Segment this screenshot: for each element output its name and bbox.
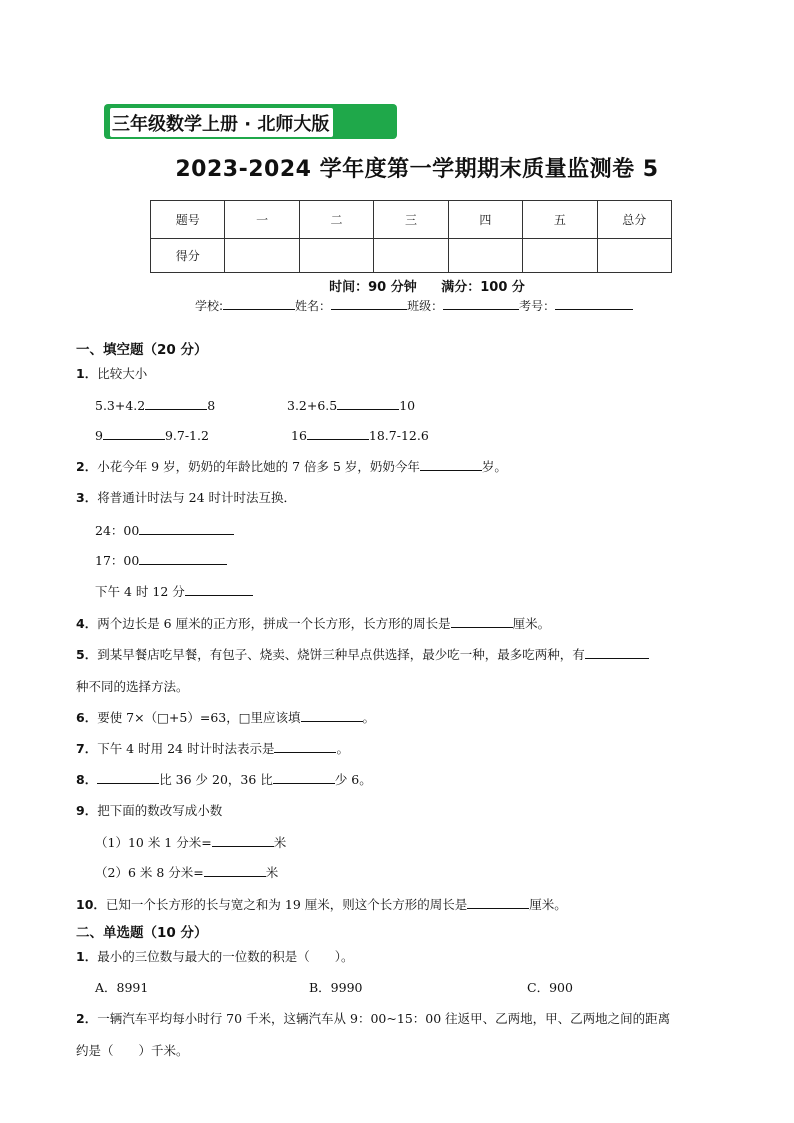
question-2: 2．小花今年 9 岁，奶奶的年龄比她的 7 倍多 5 岁，奶奶今年 岁。 — [76, 459, 507, 474]
answer-blank[interactable] — [467, 896, 529, 909]
s2-question-2: 2．一辆汽车平均每小时行 70 千米，这辆汽车从 9：00~15：00 往返甲、乙两地，甲、乙两地之间的距离 — [76, 1011, 671, 1026]
score-cell — [597, 239, 671, 273]
score-header: 三 — [374, 201, 448, 239]
section-2-title: 二、单选题（10 分） — [76, 925, 208, 941]
school-label: 学校: — [195, 299, 224, 313]
q1-compare-a: 5.3+4.2 8 — [95, 398, 216, 413]
grade-badge — [104, 104, 397, 139]
answer-blank[interactable] — [212, 834, 274, 847]
score-header: 题号 — [151, 201, 225, 239]
class-label: 班级： — [407, 299, 444, 313]
q1-compare-c: 9 9.7-1.2 — [95, 428, 209, 443]
answer-blank[interactable] — [307, 427, 369, 440]
q1-compare-d: 16 18.7-12.6 — [291, 428, 429, 443]
score-header: 五 — [523, 201, 597, 239]
score-table — [150, 200, 672, 273]
option-a[interactable]: A．8991 — [95, 980, 149, 995]
q1-compare-b: 3.2+6.5 10 — [287, 398, 416, 413]
question-1: 1．比较大小 — [76, 366, 148, 381]
badge-text: 三年级数学上册 · 北师大版 — [110, 108, 333, 137]
option-c[interactable]: C．900 — [527, 980, 573, 995]
exam-time: 时间：90 分钟 — [329, 280, 417, 295]
question-5-cont: 种不同的选择方法。 — [76, 679, 189, 694]
option-b[interactable]: B．9990 — [309, 980, 363, 995]
answer-blank[interactable] — [139, 522, 234, 535]
question-6: 6．要使 7×（□+5）=63，□里应该填 。 — [76, 710, 376, 725]
score-cell — [374, 239, 448, 273]
score-row-label: 得分 — [151, 239, 225, 273]
answer-blank[interactable] — [273, 771, 335, 784]
name-blank[interactable] — [331, 297, 407, 310]
question-8: 8． 比 36 少 20，36 比 少 6。 — [76, 772, 372, 787]
answer-blank[interactable] — [337, 397, 399, 410]
score-header: 四 — [448, 201, 522, 239]
score-header: 总分 — [597, 201, 671, 239]
exam-no-label: 考号： — [519, 299, 556, 313]
answer-blank[interactable] — [103, 427, 165, 440]
q3-item-c: 下午 4 时 12 分 — [95, 582, 253, 600]
score-cell — [225, 239, 299, 273]
q9-item-1: （1）10 米 1 分米= 米 — [95, 835, 287, 850]
s2-question-2-cont: 约是（ ）千米。 — [76, 1043, 189, 1058]
s2-question-1: 1．最小的三位数与最大的一位数的积是（ ）。 — [76, 949, 354, 964]
answer-blank[interactable] — [139, 552, 227, 565]
exam-meta — [0, 276, 794, 295]
exam-no-blank[interactable] — [555, 297, 633, 310]
name-label: 姓名： — [295, 299, 332, 313]
question-5: 5．到某早餐店吃早餐，有包子、烧卖、烧饼三种早点供选择，最少吃一种，最多吃两种，有 — [76, 645, 649, 663]
exam-title: 2023-2024 学年度第一学期期末质量监测卷 5 — [175, 157, 659, 182]
score-cell — [299, 239, 373, 273]
q9-item-2: （2）6 米 8 分米= 米 — [95, 865, 279, 880]
answer-blank[interactable] — [97, 771, 159, 784]
question-9: 9．把下面的数改写成小数 — [76, 803, 223, 818]
question-3: 3．将普通计时法与 24 时计时法互换． — [76, 490, 297, 505]
q3-item-a: 24：00 — [95, 521, 234, 539]
question-7: 7．下午 4 时用 24 时计时法表示是 。 — [76, 741, 349, 756]
score-cell — [448, 239, 522, 273]
answer-blank[interactable] — [204, 864, 266, 877]
answer-blank[interactable] — [420, 458, 482, 471]
answer-blank[interactable] — [451, 615, 513, 628]
class-blank[interactable] — [443, 297, 519, 310]
section-1-title: 一、填空题（20 分） — [76, 342, 208, 358]
q3-item-b: 17：00 — [95, 551, 227, 569]
answer-blank[interactable] — [274, 740, 336, 753]
question-10: 10．已知一个长方形的长与宽之和为 19 厘米，则这个长方形的周长是 厘米。 — [76, 897, 567, 912]
answer-blank[interactable] — [145, 397, 207, 410]
answer-blank[interactable] — [301, 709, 363, 722]
answer-blank[interactable] — [185, 583, 253, 596]
school-blank[interactable] — [223, 297, 295, 310]
student-info — [195, 297, 633, 314]
score-header: 一 — [225, 201, 299, 239]
score-cell — [523, 239, 597, 273]
question-4: 4．两个边长是 6 厘米的正方形，拼成一个长方形，长方形的周长是 厘米。 — [76, 616, 551, 631]
score-header: 二 — [299, 201, 373, 239]
exam-full-score: 满分：100 分 — [441, 280, 525, 295]
answer-blank[interactable] — [585, 646, 649, 659]
